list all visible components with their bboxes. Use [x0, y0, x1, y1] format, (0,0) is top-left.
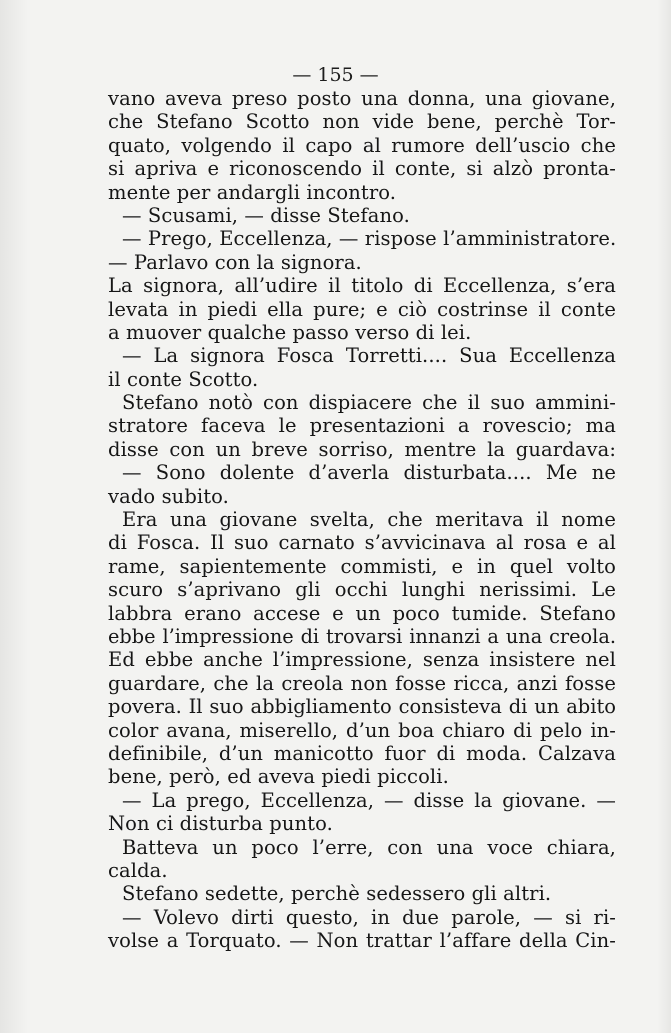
text-line: volse a Torquato. — Non trattar l’affare della Cin- [108, 929, 616, 953]
text-line: di Fosca. Il suo carnato s’avvicinava al rosa e al [108, 531, 616, 555]
text-line: guardare, che la creola non fosse ricca, anzi fosse [108, 671, 616, 695]
text-line: Era una giovane svelta, che meritava il nome [122, 508, 616, 532]
text-line: rame, sapientemente commisti, e in quel volto [108, 554, 616, 578]
text-line: calda. [108, 858, 168, 882]
text-line: definibile, d’un manicotto fuor di moda. Calzava [108, 741, 616, 765]
page-number: — 155 — [292, 64, 379, 86]
body-text [108, 87, 616, 952]
text-line: quato, volgendo il capo al rumore dell’uscio che [108, 133, 616, 157]
text-line: — La prego, Eccellenza, — disse la giovane. — [122, 788, 616, 812]
text-line: — Parlavo con la signora. [108, 250, 362, 274]
text-line: il conte Scotto. [108, 367, 259, 391]
text-line: scuro s’aprivano gli occhi lunghi nerissimi. Le [108, 578, 616, 602]
text-line: ebbe l’impressione di trovarsi innanzi a una creola. [108, 624, 616, 648]
text-line: che Stefano Scotto non vide bene, perchè Tor- [108, 110, 616, 134]
text-line: vado subito. [108, 484, 229, 508]
text-line: vano aveva preso posto una donna, una giovane, [108, 87, 616, 110]
text-line: color avana, miserello, d’un boa chiaro di pelo in- [108, 718, 616, 742]
text-line: povera. Il suo abbigliamento consisteva di un abito [108, 695, 616, 719]
text-line: si apriva e riconoscendo il conte, si alzò pronta- [108, 157, 616, 181]
text-line: stratore faceva le presentazioni a rovescio; ma [108, 414, 616, 438]
text-line: — Scusami, — disse Stefano. [122, 203, 410, 227]
text-line: Non ci disturba punto. [108, 812, 333, 836]
text-line: Batteva un poco l’erre, con una voce chiara, [122, 835, 616, 859]
text-line: La signora, all’udire il titolo di Eccellenza, s’era [108, 274, 616, 298]
text-line: a muover qualche passo verso di lei. [108, 320, 472, 344]
text-line: disse con un breve sorriso, mentre la guardava: [108, 437, 616, 461]
text-line: mente per andargli incontro. [108, 180, 397, 204]
text-line: Stefano sedette, perchè sedessero gli altri. [122, 882, 552, 906]
text-line: levata in piedi ella pure; e ciò costrinse il conte [108, 297, 616, 321]
text-line: Ed ebbe anche l’impressione, senza insistere nel [108, 648, 616, 672]
text-line: bene, però, ed aveva piedi piccoli. [108, 765, 449, 789]
text-line: labbra erano accese e un poco tumide. Stefano [108, 601, 616, 625]
text-line: — Volevo dirti questo, in due parole, — si ri- [122, 905, 616, 929]
text-line: Stefano notò con dispiacere che il suo ammini- [122, 391, 616, 415]
text-line: — Prego, Eccellenza, — rispose l’amministratore. [122, 227, 617, 251]
text-line: — La signora Fosca Torretti.... Sua Eccellenza [122, 344, 616, 368]
text-line: — Sono dolente d’averla disturbata.... Me ne [122, 461, 616, 485]
